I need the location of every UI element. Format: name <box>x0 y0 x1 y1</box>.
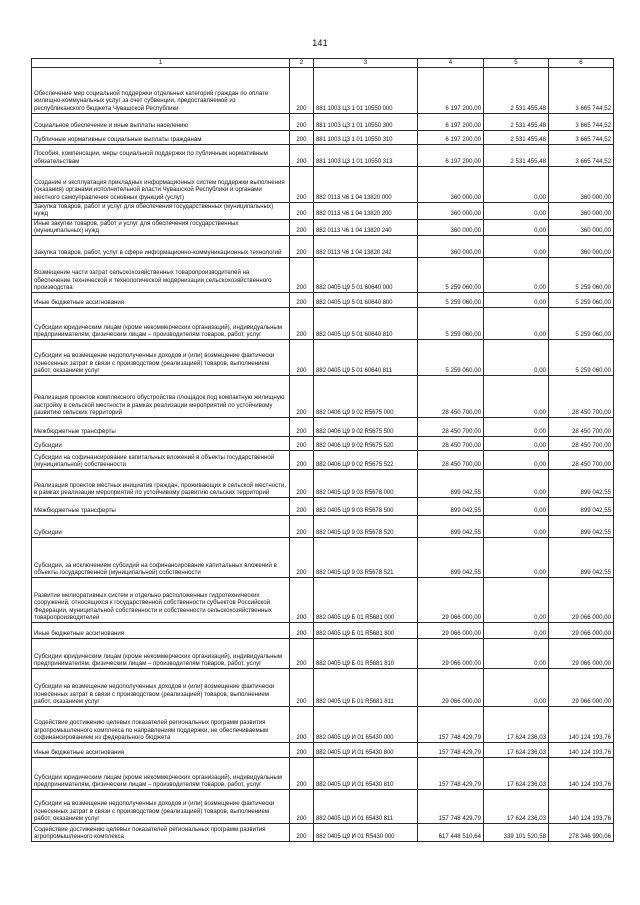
row-code: 882 0405 Ц9 Б 01 R5681 811 <box>314 669 418 707</box>
row-executed: 0,00 <box>484 437 549 451</box>
row-plan: 6 197 200,00 <box>418 145 484 167</box>
row-code: 882 0405 Ц9 9 03 R5678 521 <box>314 538 418 578</box>
budget-execution-table <box>31 58 614 842</box>
row-plan: 28 450 700,00 <box>418 376 484 418</box>
row-remaining: 140 124 193,76 <box>549 743 614 758</box>
row-remaining: 899 042,55 <box>549 498 614 516</box>
row-grbs: 200 <box>290 639 314 669</box>
row-executed: 2 531 455,48 <box>484 68 549 114</box>
row-plan: 360 000,00 <box>418 167 484 203</box>
table-row <box>32 790 614 824</box>
row-name: Иные бюджетные ассигнования <box>32 623 290 639</box>
page-number: 141 <box>312 38 328 48</box>
row-code: 882 0406 Ц9 9 02 R5675 500 <box>314 418 418 437</box>
row-remaining: 360 000,00 <box>549 203 614 220</box>
row-plan: 5 259 060,00 <box>418 258 484 293</box>
row-code: 882 0113 Ч6 1 04 13820 200 <box>314 203 418 220</box>
header-cell-grbs: 2 <box>290 59 314 68</box>
row-name: Закупка товаров, работ и услуг для обеспечения государственных (муниципальных) нужд <box>32 203 290 220</box>
table-row <box>32 538 614 578</box>
row-code: 882 0406 Ц9 9 02 R5675 000 <box>314 376 418 418</box>
row-grbs: 200 <box>290 669 314 707</box>
row-grbs: 200 <box>290 451 314 470</box>
row-grbs: 200 <box>290 516 314 538</box>
row-code: 882 0405 Ц9 Б 01 R5681 810 <box>314 639 418 669</box>
row-name: Содействие достижению целевых показателей региональных программ развития агропромышленного комплекса <box>32 824 290 842</box>
table-row <box>32 68 614 114</box>
row-executed: 0,00 <box>484 639 549 669</box>
table-row <box>32 145 614 167</box>
row-executed: 339 101 520,58 <box>484 824 549 842</box>
row-executed: 17 624 236,03 <box>484 743 549 758</box>
row-executed: 0,00 <box>484 167 549 203</box>
row-code: 881 1003 Ц3 1 01 10550 000 <box>314 68 418 114</box>
row-code: 882 0113 Ч6 1 04 13820 242 <box>314 236 418 258</box>
table-row <box>32 236 614 258</box>
row-plan: 899 042,55 <box>418 470 484 498</box>
row-executed: 0,00 <box>484 470 549 498</box>
row-grbs: 200 <box>290 758 314 790</box>
row-executed: 2 531 455,48 <box>484 131 549 145</box>
row-plan: 5 259 060,00 <box>418 293 484 308</box>
row-plan: 157 748 429,79 <box>418 707 484 743</box>
row-executed: 0,00 <box>484 418 549 437</box>
row-plan: 28 450 700,00 <box>418 451 484 470</box>
row-remaining: 360 000,00 <box>549 167 614 203</box>
row-grbs: 200 <box>290 203 314 220</box>
row-grbs: 200 <box>290 308 314 340</box>
row-remaining: 899 042,55 <box>549 470 614 498</box>
row-name: Создание и эксплуатация прикладных информационных систем поддержки выполнения (оказания) органами исполнительной власти Чувашской Республики и органами местного самоуправления основных функций (услуг) <box>32 167 290 203</box>
row-executed: 0,00 <box>484 340 549 376</box>
row-name: Иные бюджетные ассигнования <box>32 743 290 758</box>
header-row <box>32 59 614 68</box>
row-name: Иные закупки товаров, работ и услуг для обеспечения государственных (муниципальных) нужд <box>32 219 290 236</box>
row-code: 882 0405 Ц9 5 01 60640 000 <box>314 258 418 293</box>
row-remaining: 3 665 744,52 <box>549 131 614 145</box>
row-plan: 360 000,00 <box>418 203 484 220</box>
table-row <box>32 258 614 293</box>
row-name: Реализация проектов комплексного обустройства площадок под компактную жилищную застройку в сельской местности в рамках реализации мероприятий по устойчивому развитию сельских территорий <box>32 376 290 418</box>
row-grbs: 200 <box>290 538 314 578</box>
row-name: Субсидии юридическим лицам (кроме некоммерческих организаций), индивидуальным предпринимателям, физическим лицам – производителям товаров, работ, услуг <box>32 639 290 669</box>
row-plan: 899 042,55 <box>418 498 484 516</box>
row-grbs: 200 <box>290 131 314 145</box>
row-plan: 29 066 000,00 <box>418 669 484 707</box>
row-code: 882 0406 Ц9 9 02 R5675 520 <box>314 437 418 451</box>
row-remaining: 360 000,00 <box>549 219 614 236</box>
row-plan: 360 000,00 <box>418 236 484 258</box>
table-row <box>32 308 614 340</box>
row-executed: 2 531 455,48 <box>484 114 549 131</box>
row-grbs: 200 <box>290 707 314 743</box>
table-row <box>32 623 614 639</box>
row-executed: 0,00 <box>484 376 549 418</box>
table-row <box>32 669 614 707</box>
row-name: Межбюджетные трансферты <box>32 498 290 516</box>
row-grbs: 200 <box>290 470 314 498</box>
table-row <box>32 437 614 451</box>
table-row <box>32 219 614 236</box>
row-executed: 0,00 <box>484 578 549 623</box>
table-row <box>32 340 614 376</box>
row-grbs: 200 <box>290 167 314 203</box>
row-plan: 28 450 700,00 <box>418 418 484 437</box>
row-grbs: 200 <box>290 498 314 516</box>
row-executed: 0,00 <box>484 236 549 258</box>
table-row <box>32 167 614 203</box>
row-code: 882 0405 Ц9 9 03 R5678 520 <box>314 516 418 538</box>
row-executed: 2 531 455,48 <box>484 145 549 167</box>
table-row <box>32 451 614 470</box>
row-grbs: 200 <box>290 258 314 293</box>
row-executed: 0,00 <box>484 623 549 639</box>
row-code: 882 0113 Ч6 1 04 13820 000 <box>314 167 418 203</box>
row-remaining: 899 042,55 <box>549 516 614 538</box>
row-remaining: 899 042,55 <box>549 538 614 578</box>
row-code: 882 0405 Ц9 5 01 60640 811 <box>314 340 418 376</box>
row-plan: 899 042,55 <box>418 516 484 538</box>
row-name: Социальное обеспечение и иные выплаты населению <box>32 114 290 131</box>
row-grbs: 200 <box>290 114 314 131</box>
row-code: 882 0405 Ц9 Б 01 R5681 000 <box>314 578 418 623</box>
row-grbs: 200 <box>290 623 314 639</box>
row-name: Субсидии <box>32 437 290 451</box>
row-plan: 5 259 060,00 <box>418 340 484 376</box>
row-name: Межбюджетные трансферты <box>32 418 290 437</box>
row-grbs: 200 <box>290 743 314 758</box>
row-code: 881 1003 Ц3 1 01 10550 300 <box>314 114 418 131</box>
row-name: Иные бюджетные ассигнования <box>32 293 290 308</box>
row-executed: 0,00 <box>484 203 549 220</box>
row-code: 882 0405 Ц9 И 01 65430 811 <box>314 790 418 824</box>
header-cell-code: 3 <box>314 59 418 68</box>
row-code: 882 0405 Ц9 Б 01 R5681 800 <box>314 623 418 639</box>
row-code: 882 0405 Ц9 И 01 65430 800 <box>314 743 418 758</box>
row-grbs: 200 <box>290 68 314 114</box>
row-name: Субсидии на возмещение недополученных доходов и (или) возмещение фактически понесенных затрат в связи с производством (реализацией) товаров, выполнением работ, оказанием услуг <box>32 669 290 707</box>
row-name: Субсидии юридическим лицам (кроме некоммерческих организаций), индивидуальным предпринимателям, физическим лицам – производителям товаров, работ, услуг <box>32 758 290 790</box>
row-name: Пособия, компенсации, меры социальной поддержки по публичным нормативным обязательствам <box>32 145 290 167</box>
row-remaining: 3 665 744,52 <box>549 68 614 114</box>
row-remaining: 29 066 000,00 <box>549 669 614 707</box>
row-plan: 360 000,00 <box>418 219 484 236</box>
table-row <box>32 203 614 220</box>
table-row <box>32 131 614 145</box>
row-plan: 899 042,55 <box>418 538 484 578</box>
row-executed: 0,00 <box>484 451 549 470</box>
row-executed: 0,00 <box>484 258 549 293</box>
table-row <box>32 376 614 418</box>
row-plan: 29 066 000,00 <box>418 578 484 623</box>
row-plan: 617 448 510,64 <box>418 824 484 842</box>
row-name: Субсидии <box>32 516 290 538</box>
table-row <box>32 824 614 842</box>
row-name: Субсидии на софинансирование капитальных вложений в объекты государственной (муниципальной) собственности <box>32 451 290 470</box>
table-row <box>32 707 614 743</box>
row-remaining: 5 259 060,00 <box>549 308 614 340</box>
row-code: 882 0405 Ц9 9 03 R5678 500 <box>314 498 418 516</box>
row-executed: 0,00 <box>484 538 549 578</box>
row-grbs: 200 <box>290 219 314 236</box>
row-name: Субсидии на возмещение недополученных доходов и (или) возмещение фактически понесенных затрат в связи с производством (реализацией) товаров, выполнением работ, оказанием услуг <box>32 340 290 376</box>
table-body <box>32 68 614 842</box>
row-code: 882 0405 Ц9 И 01 65430 000 <box>314 707 418 743</box>
table-row <box>32 498 614 516</box>
row-code: 882 0405 Ц9 9 03 R5678 000 <box>314 470 418 498</box>
row-name: Субсидии юридическим лицам (кроме некоммерческих организаций), индивидуальным предпринимателям, физическим лицам – производителям товаров, работ, услуг <box>32 308 290 340</box>
row-name: Субсидии на возмещение недополученных доходов и (или) возмещение фактически понесенных затрат в связи с производством (реализацией) товаров, выполнением работ, оказанием услуг <box>32 790 290 824</box>
row-remaining: 28 450 700,00 <box>549 376 614 418</box>
row-remaining: 140 124 193,76 <box>549 707 614 743</box>
row-code: 881 1003 Ц3 1 01 10550 313 <box>314 145 418 167</box>
row-plan: 6 197 200,00 <box>418 114 484 131</box>
row-remaining: 140 124 193,76 <box>549 758 614 790</box>
row-grbs: 200 <box>290 437 314 451</box>
row-name: Закупка товаров, работ, услуг в сфере информационно-коммуникационных технологий <box>32 236 290 258</box>
header-cell-name: 1 <box>32 59 290 68</box>
row-remaining: 29 066 000,00 <box>549 623 614 639</box>
table-row <box>32 470 614 498</box>
row-grbs: 200 <box>290 376 314 418</box>
row-remaining: 29 066 000,00 <box>549 639 614 669</box>
row-grbs: 200 <box>290 340 314 376</box>
row-name: Содействие достижению целевых показателей региональных программ развития агропромышленного комплекса по направлениям поддержки, не обеспечиваемым софинансированием из федерального бюджета <box>32 707 290 743</box>
row-name: Обеспечение мер социальной поддержки отдельных категорий граждан по оплате жилищно-коммунальных услуг за счет субвенции, предоставляемой из республиканского бюджета Чувашской Республики <box>32 68 290 114</box>
row-remaining: 5 259 060,00 <box>549 340 614 376</box>
row-remaining: 28 450 700,00 <box>549 437 614 451</box>
table-row <box>32 578 614 623</box>
table-row <box>32 114 614 131</box>
row-executed: 17 624 236,03 <box>484 790 549 824</box>
row-remaining: 278 346 990,06 <box>549 824 614 842</box>
row-grbs: 200 <box>290 790 314 824</box>
row-grbs: 200 <box>290 293 314 308</box>
table-row <box>32 639 614 669</box>
row-name: Публичные нормативные социальные выплаты гражданам <box>32 131 290 145</box>
row-code: 882 0405 Ц9 5 01 60640 800 <box>314 293 418 308</box>
row-code: 882 0405 Ц9 И 01 65430 810 <box>314 758 418 790</box>
row-executed: 17 624 236,03 <box>484 707 549 743</box>
row-remaining: 28 450 700,00 <box>549 418 614 437</box>
row-name: Развитие мелиоративных систем и отдельно расположенных гидротехнических сооружений, относящихся к государственной собственности субъектов Российской Федерации, муниципальной собственности и собственности сельскохозяйственных товаропроизводителей <box>32 578 290 623</box>
row-plan: 6 197 200,00 <box>418 131 484 145</box>
table-row <box>32 418 614 437</box>
row-executed: 0,00 <box>484 516 549 538</box>
row-plan: 157 748 429,79 <box>418 758 484 790</box>
table-row <box>32 743 614 758</box>
row-remaining: 3 665 744,52 <box>549 145 614 167</box>
row-executed: 0,00 <box>484 669 549 707</box>
row-remaining: 28 450 700,00 <box>549 451 614 470</box>
row-code: 882 0406 Ц9 9 02 R5675 522 <box>314 451 418 470</box>
row-plan: 29 066 000,00 <box>418 623 484 639</box>
row-grbs: 200 <box>290 236 314 258</box>
row-plan: 157 748 429,79 <box>418 790 484 824</box>
row-plan: 28 450 700,00 <box>418 437 484 451</box>
row-executed: 17 624 236,03 <box>484 758 549 790</box>
row-plan: 6 197 200,00 <box>418 68 484 114</box>
row-code: 882 0113 Ч6 1 04 13820 240 <box>314 219 418 236</box>
row-code: 882 0405 Ц9 5 01 60640 810 <box>314 308 418 340</box>
row-grbs: 200 <box>290 145 314 167</box>
header-cell-executed: 5 <box>484 59 549 68</box>
row-plan: 29 066 000,00 <box>418 639 484 669</box>
row-name: Реализация проектов местных инициатив граждан, проживающих в сельской местности, в рамках реализации мероприятий по устойчивому развитию сельских территорий <box>32 470 290 498</box>
header-cell-remaining: 6 <box>549 59 614 68</box>
row-grbs: 200 <box>290 418 314 437</box>
row-name: Субсидии, за исключением субсидий на софинансирование капитальных вложений в объекты государственной (муниципальной) собственности <box>32 538 290 578</box>
row-grbs: 200 <box>290 578 314 623</box>
header-cell-plan: 4 <box>418 59 484 68</box>
row-remaining: 5 259 060,00 <box>549 293 614 308</box>
row-executed: 0,00 <box>484 219 549 236</box>
table-row <box>32 293 614 308</box>
row-executed: 0,00 <box>484 308 549 340</box>
row-remaining: 3 665 744,52 <box>549 114 614 131</box>
row-code: 881 1003 Ц3 1 01 10550 310 <box>314 131 418 145</box>
table-row <box>32 758 614 790</box>
row-name: Возмещение части затрат сельскохозяйственных товаропроизводителей на обеспечение технической и технологической модернизации сельскохозяйственного производства <box>32 258 290 293</box>
table-row <box>32 516 614 538</box>
row-code: 882 0405 Ц9 И 01 R5430 000 <box>314 824 418 842</box>
row-remaining: 29 066 000,00 <box>549 578 614 623</box>
row-executed: 0,00 <box>484 498 549 516</box>
row-remaining: 360 000,00 <box>549 236 614 258</box>
row-plan: 157 748 429,79 <box>418 743 484 758</box>
row-plan: 5 259 060,00 <box>418 308 484 340</box>
row-grbs: 200 <box>290 824 314 842</box>
row-executed: 0,00 <box>484 293 549 308</box>
row-remaining: 5 259 060,00 <box>549 258 614 293</box>
row-remaining: 140 124 193,76 <box>549 790 614 824</box>
